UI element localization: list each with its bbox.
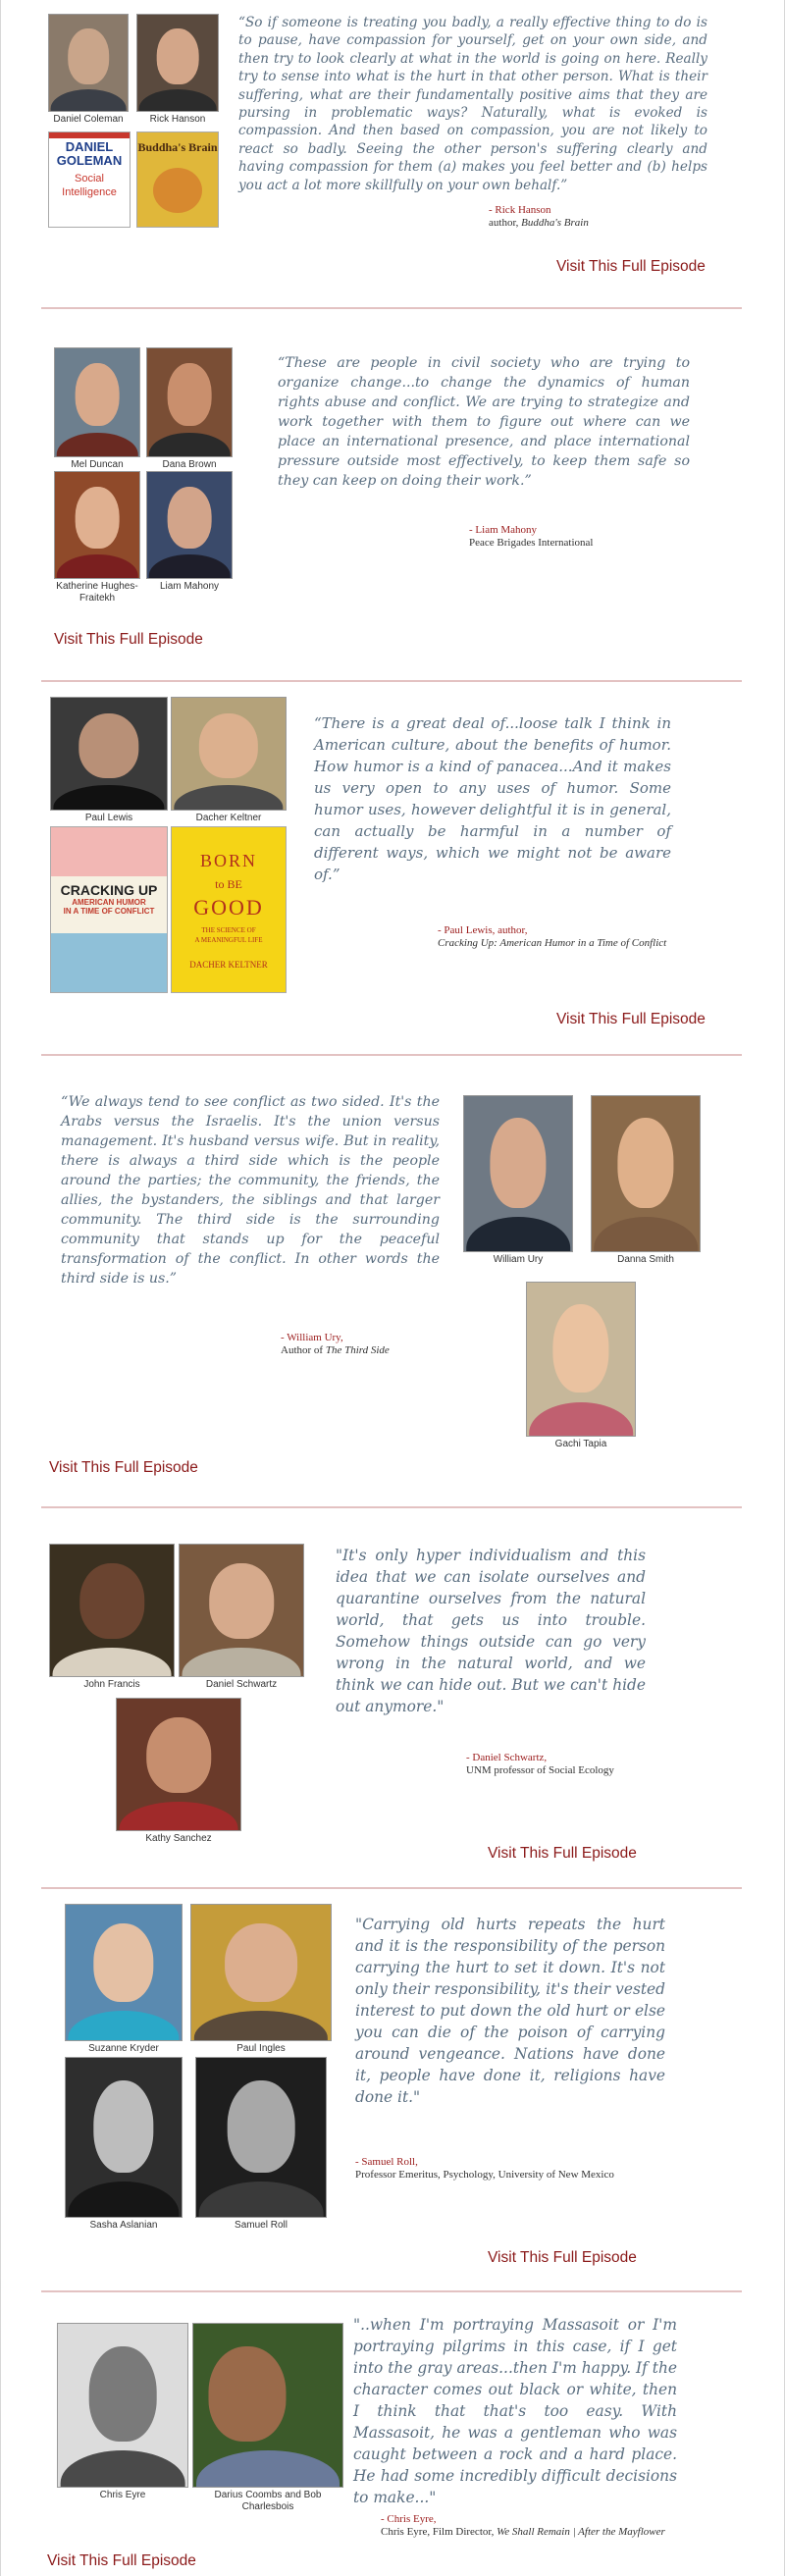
visit-full-episode-link[interactable]: Visit This Full Episode xyxy=(556,258,706,275)
person-name: Dana Brown xyxy=(162,459,217,470)
person-mel-duncan xyxy=(54,347,140,471)
person-photo xyxy=(179,1544,304,1677)
book-cover-social-intelligence: DANIEL GOLEMAN Social Intelligence xyxy=(48,131,131,228)
person-william-ury xyxy=(463,1095,573,1266)
person-name: Paul Ingles xyxy=(236,2043,286,2054)
section-divider xyxy=(41,1887,742,1889)
person-liam-mahony xyxy=(146,471,233,593)
person-name: Daniel Coleman xyxy=(53,114,124,125)
visit-full-episode-link[interactable]: Visit This Full Episode xyxy=(556,1011,706,1027)
person-name: Kathy Sanchez xyxy=(145,1833,212,1844)
person-name: Danna Smith xyxy=(617,1254,674,1265)
section-divider xyxy=(41,680,742,682)
person-photo xyxy=(195,2057,327,2218)
person-photo xyxy=(57,2323,188,2488)
person-photo xyxy=(171,697,287,811)
person-photo xyxy=(192,2323,343,2488)
person-name: Samuel Roll xyxy=(235,2220,288,2231)
quote-attribution: - Chris Eyre, Chris Eyre, Film Director, We Shall Remain | After the Mayflower xyxy=(381,2513,665,2538)
visit-full-episode-link[interactable]: Visit This Full Episode xyxy=(47,2552,196,2569)
person-kathy-sanchez xyxy=(116,1698,241,1845)
person-name: Liam Mahony xyxy=(159,581,220,592)
quote-attribution: - Liam Mahony Peace Brigades International xyxy=(469,524,594,549)
person-name: Katherine Hughes-Fraitekh xyxy=(56,581,138,604)
person-dacher-keltner xyxy=(171,697,287,824)
person-suzanne-kryder xyxy=(65,1904,183,2055)
visit-full-episode-link[interactable]: Visit This Full Episode xyxy=(49,1459,198,1476)
person-paul-ingles xyxy=(190,1904,332,2055)
person-dana-brown xyxy=(146,347,233,471)
person-photo xyxy=(54,471,140,579)
person-photo xyxy=(136,14,219,112)
person-name: Paul Lewis xyxy=(84,813,133,823)
visit-full-episode-link[interactable]: Visit This Full Episode xyxy=(488,2249,637,2266)
person-daniel-schwartz xyxy=(179,1544,304,1691)
quote-attribution: - Paul Lewis, author, Cracking Up: American Humor in a Time of Conflict xyxy=(438,924,667,949)
person-name: Daniel Schwartz xyxy=(205,1679,278,1690)
book-cover-born-to-be-good: BORN to BE GOOD THE SCIENCE OF A MEANINGFUL LIFE DACHER KELTNER xyxy=(171,826,287,993)
person-photo xyxy=(146,347,233,457)
visit-full-episode-link[interactable]: Visit This Full Episode xyxy=(488,1845,637,1862)
person-photo xyxy=(146,471,233,579)
quote-text: “We always tend to see conflict as two sided. It's the Arabs versus the Israelis. It's the union versus management. It's husband versus wife. But in reality, there is always a third side which is the people around the parties; the community, the friends, the allies, the bystanders, the siblings and that larger community. The third side is the surrounding community that stands up for the peaceful transformation of the conflict. In other words the third side is us.” xyxy=(61,1094,440,1287)
person-photo xyxy=(463,1095,573,1252)
visit-full-episode-link[interactable]: Visit This Full Episode xyxy=(54,631,203,648)
section-divider xyxy=(41,1506,742,1508)
quote-attribution: - Samuel Roll, Professor Emeritus, Psychology, University of New Mexico xyxy=(355,2156,614,2181)
quote-text: "..when I'm portraying Massasoit or I'm portraying pilgrims in this case, if I get into the gray areas...then I'm happy. If the character comes out black or white, then I think that that's too easy. With Massasoit, he was a gentleman who was caught between a rock and a hard place. He had some incredibly difficult decisions to make..." xyxy=(353,2316,677,2506)
person-name: Rick Hanson xyxy=(149,114,206,125)
person-sasha-aslanian xyxy=(65,2057,183,2232)
person-photo xyxy=(116,1698,241,1831)
quote-attribution: - Daniel Schwartz, UNM professor of Social Ecology xyxy=(466,1752,614,1776)
book-cover-buddhas-brain: Buddha's Brain xyxy=(136,131,219,228)
person-chris-eyre xyxy=(57,2323,188,2501)
person-name: Sasha Aslanian xyxy=(89,2220,158,2231)
person-photo xyxy=(190,1904,332,2041)
person-name: Mel Duncan xyxy=(71,459,124,470)
quote-text: “So if someone is treating you badly, a really effective thing to do is to pause, have compassion for yourself, get on your own side, and then try to look clearly at what in the world is going on here. Really try to sense into what is the hurt in that other person. What is their suffering, what are their fundamentally positive aims that they are pursing in problematic ways? Naturally, what is evoked is compassion. And then based on compassion, you are not likely to react so badly. Seeing the other person's suffering clearly and having compassion for them (a) makes you feel better and (b) helps you act a lot more skillfully on your own behalf.” xyxy=(238,15,707,193)
person-photo xyxy=(49,1544,175,1677)
person-name: John Francis xyxy=(83,1679,140,1690)
quote-attribution: - Rick Hanson author, Buddha's Brain xyxy=(489,204,589,229)
person-photo xyxy=(50,697,168,811)
person-name: Darius Coombs and Bob Charlesbois xyxy=(214,2490,322,2512)
person-photo xyxy=(54,347,140,457)
quote-text: “These are people in civil society who are trying to organize change...to change the dynamics of human rights abuse and conflict. We are trying to strategize and work together with them to figure out where can we place an international presence, and place international pressure outside most effectively, to keep them safe so they can keep on doing their work.” xyxy=(278,355,690,489)
quote-text: “There is a great deal of...loose talk I think in American culture, about the benefits of humor. How humor is a kind of panacea...And it makes us very open to any uses of humor. Some humor uses, however delightful it is in general, can actually be harmful in a number of different ways, which we might not be aware of.” xyxy=(314,714,671,883)
person-samuel-roll xyxy=(195,2057,327,2232)
person-photo xyxy=(526,1282,636,1437)
quote-text: "Carrying old hurts repeats the hurt and it is the responsibility of the person carrying the hurt to set it down. It's not only their responsibility, it's their vested interest to put down the old hurt or else you can die of the poison of carrying around vengeance. Nations have done it, people have done it, religions have done it." xyxy=(355,1916,665,2106)
person-name: Gachi Tapia xyxy=(554,1439,607,1449)
person-gachi-tapia xyxy=(526,1282,636,1450)
person-name: William Ury xyxy=(493,1254,544,1265)
person-photo xyxy=(591,1095,701,1252)
person-photo xyxy=(65,1904,183,2041)
person-danna-smith xyxy=(591,1095,701,1266)
person-photo xyxy=(48,14,129,112)
book-cover-cracking-up: CRACKING UP AMERICAN HUMOR IN A TIME OF CONFLICT xyxy=(50,826,168,993)
quote-attribution: - William Ury, Author of The Third Side xyxy=(281,1332,390,1356)
section-divider xyxy=(41,307,742,309)
section-divider xyxy=(41,2290,742,2292)
person-paul-lewis xyxy=(50,697,168,824)
person-photo xyxy=(65,2057,183,2218)
person-name: Chris Eyre xyxy=(99,2490,146,2500)
section-divider xyxy=(41,1054,742,1056)
person-katherine-hughes-fraitekh xyxy=(54,471,140,605)
person-rick-hanson xyxy=(136,14,219,126)
person-darius-coombs-bob-charlesbois xyxy=(192,2323,343,2513)
person-name: Dacher Keltner xyxy=(195,813,262,823)
person-name: Suzanne Kryder xyxy=(88,2043,159,2054)
quote-text: "It's only hyper individualism and this idea that we can isolate ourselves and quarantine ourselves from the natural world, that gets us into trouble. Somehow things outside can go very wrong in the natural world, and we think we can hide out. But we can't hide out anymore." xyxy=(336,1547,646,1715)
person-john-francis xyxy=(49,1544,175,1691)
person-daniel-coleman xyxy=(48,14,129,126)
